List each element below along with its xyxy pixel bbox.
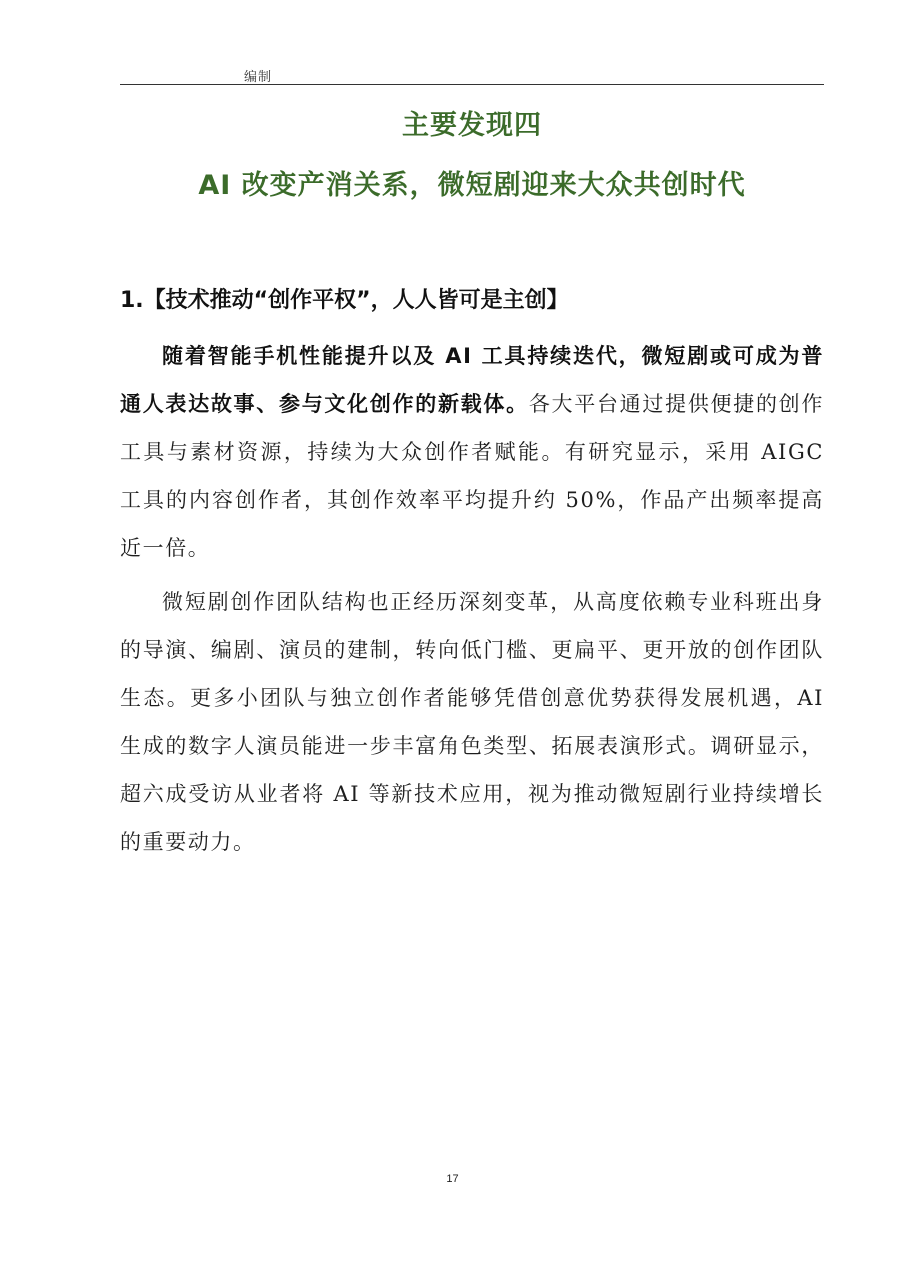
paragraph-1 [120,332,824,572]
paragraph-2-body: 微短剧创作团队结构也正经历深刻变革，从高度依赖专业科班出身的导演、编剧、演员的建制，转向低门槛、更扁平、更开放的创作团队生态。更多小团队与独立创作者能够凭借创意优势获得发展机遇，AI 生成的数字人演员能进一步丰富角色类型、拓展表演形式。调研显示，超六成受访从业者将 AI 等新技术应用，视为推动微短剧行业持续增长的重要动力。 [120,590,824,854]
paragraph-1-body: 各大平台通过提供便捷的创作工具与素材资源，持续为大众创作者赋能。有研究显示，采用 AIGC 工具的内容创作者，其创作效率平均提升约 50%，作品产出频率提高近一倍。 [120,392,824,560]
paragraph-1-bold-lead: 随着智能手机性能提升以及 AI 工具持续迭代，微短剧或可成为普通人表达故事、参与文化创作的新载体。 [120,344,824,416]
finding-title: 主要发现四 [402,110,542,141]
section-heading: 1.【技术推动“创作平权”，人人皆可是主创】 [120,288,569,313]
header-label: 编制 [244,70,273,85]
header-divider [120,84,824,85]
page-number: 17 [446,1173,459,1185]
paragraph-2 [120,578,824,866]
finding-subtitle: AI 改变产消关系，微短剧迎来大众共创时代 [198,170,746,201]
